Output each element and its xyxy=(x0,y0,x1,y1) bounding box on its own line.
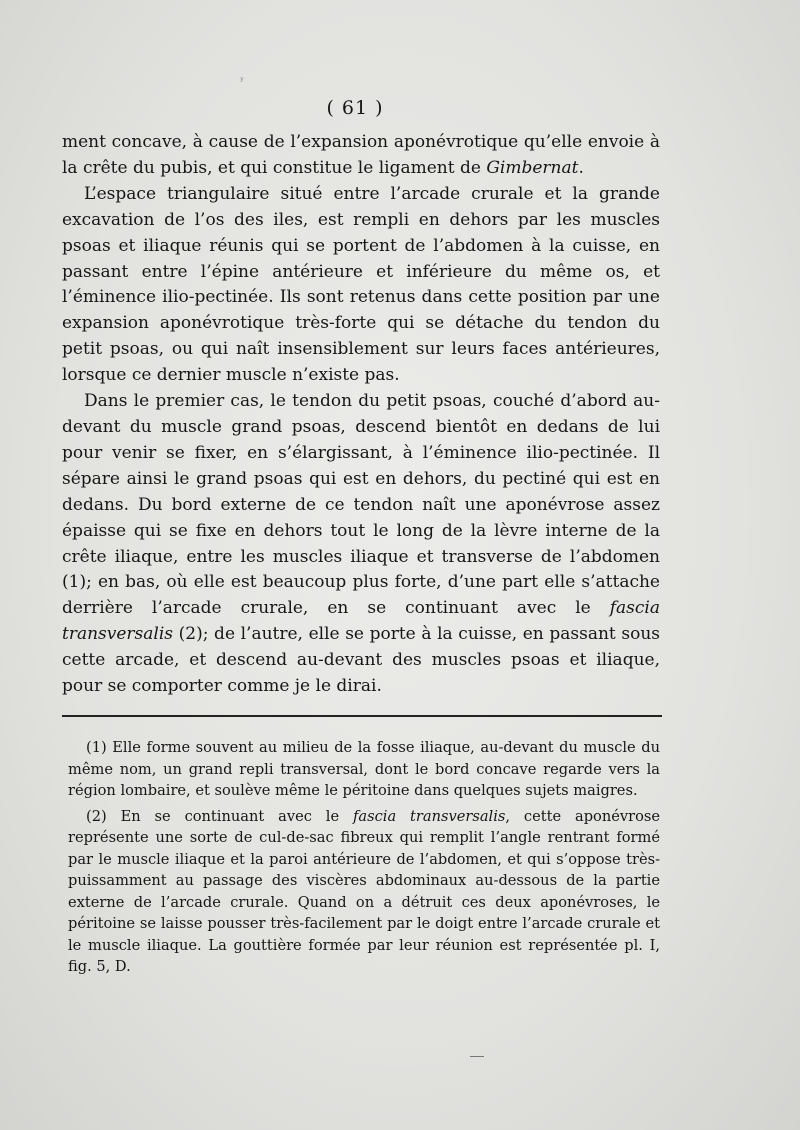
text-run: , cette aponévrose représente une sorte de cul-de-sac fibreux qui remplit l’angle rentrant formé par le muscle iliaque et la paroi antérieure de l’abdomen, et qui s’oppose très-puissamment au passage des viscères abdominaux au-dessous de la partie externe de l’arcade crurale. Quand on a détruit ces deux aponévroses, le péritoine se laisse pousser très-facilement par le doigt entre l’arcade crurale et le muscle iliaque. La gouttière formée par leur réunion est représentée pl. I, fig. 5, D. xyxy=(68,807,660,975)
paragraph xyxy=(62,389,660,700)
footnote-divider xyxy=(62,715,662,717)
bottom-dash xyxy=(470,1056,484,1057)
text-run: (1) Elle forme souvent au milieu de la fosse iliaque, au-devant du muscle du même nom, un grand repli transversal, dont le bord concave regarde vers la région lombaire, et soulève même le péritoine dans quelques sujets maigres. xyxy=(68,739,660,799)
footnote xyxy=(68,737,660,802)
text-run: . xyxy=(578,157,584,178)
italic-text: fascia transversalis xyxy=(353,807,506,825)
italic-text: Gimbernat xyxy=(486,157,579,178)
footnotes xyxy=(68,737,660,978)
stray-mark: ʸ xyxy=(240,76,245,87)
page-number: ( 61 ) xyxy=(326,97,384,119)
paragraph xyxy=(62,130,660,182)
footnote xyxy=(68,806,660,978)
text-run: Dans le premier cas, le tendon du petit psoas, couché d’abord au-devant du muscle grand psoas, descend bientôt en dedans de lui pour venir se fixer, en s’élargissant, à l’éminence ilio-pectinée. Il sépare ainsi le grand psoas qui est en dehors, du pectiné qui est en dedans. Du bord externe de ce tendon naît une aponévrose assez épaisse qui se fixe en dehors tout le long de la lèvre interne de la crête iliaque, entre les muscles iliaque et transverse de l’abdomen (1); en bas, où elle est beaucoup plus forte, d’une part elle s’attache derrière l’arcade crurale, en se continuant avec le xyxy=(62,391,660,619)
paragraph xyxy=(62,182,660,389)
italic-text: fascia transversalis xyxy=(62,598,660,645)
body-text xyxy=(62,130,660,700)
text-run: (2); de l’autre, elle se porte à la cuisse, en passant sous cette arcade, et descend au-devant des muscles psoas et iliaque, pour se comporter comme je le dirai. xyxy=(62,624,660,697)
text-run: L’espace triangulaire situé entre l’arcade crurale et la grande excavation de l’os des iles, est rempli en dehors par les muscles psoas et iliaque réunis qui se portent de l’abdomen à la cuisse, en passant entre l’épine antérieure et inférieure du même os, et l’éminence ilio-pectinée. Ils sont retenus dans cette position par une expansion aponévrotique très-forte qui se détache du tendon du petit psoas, ou qui naît insensiblement sur leurs faces antérieures, lorsque ce dernier muscle n’existe pas. xyxy=(62,183,660,386)
text-run: (2) En se continuant avec le xyxy=(86,807,354,825)
text-run: ment concave, à cause de l’expansion aponévrotique qu’elle envoie à la crête du pubis, et qui constitue le ligament de xyxy=(62,132,660,178)
